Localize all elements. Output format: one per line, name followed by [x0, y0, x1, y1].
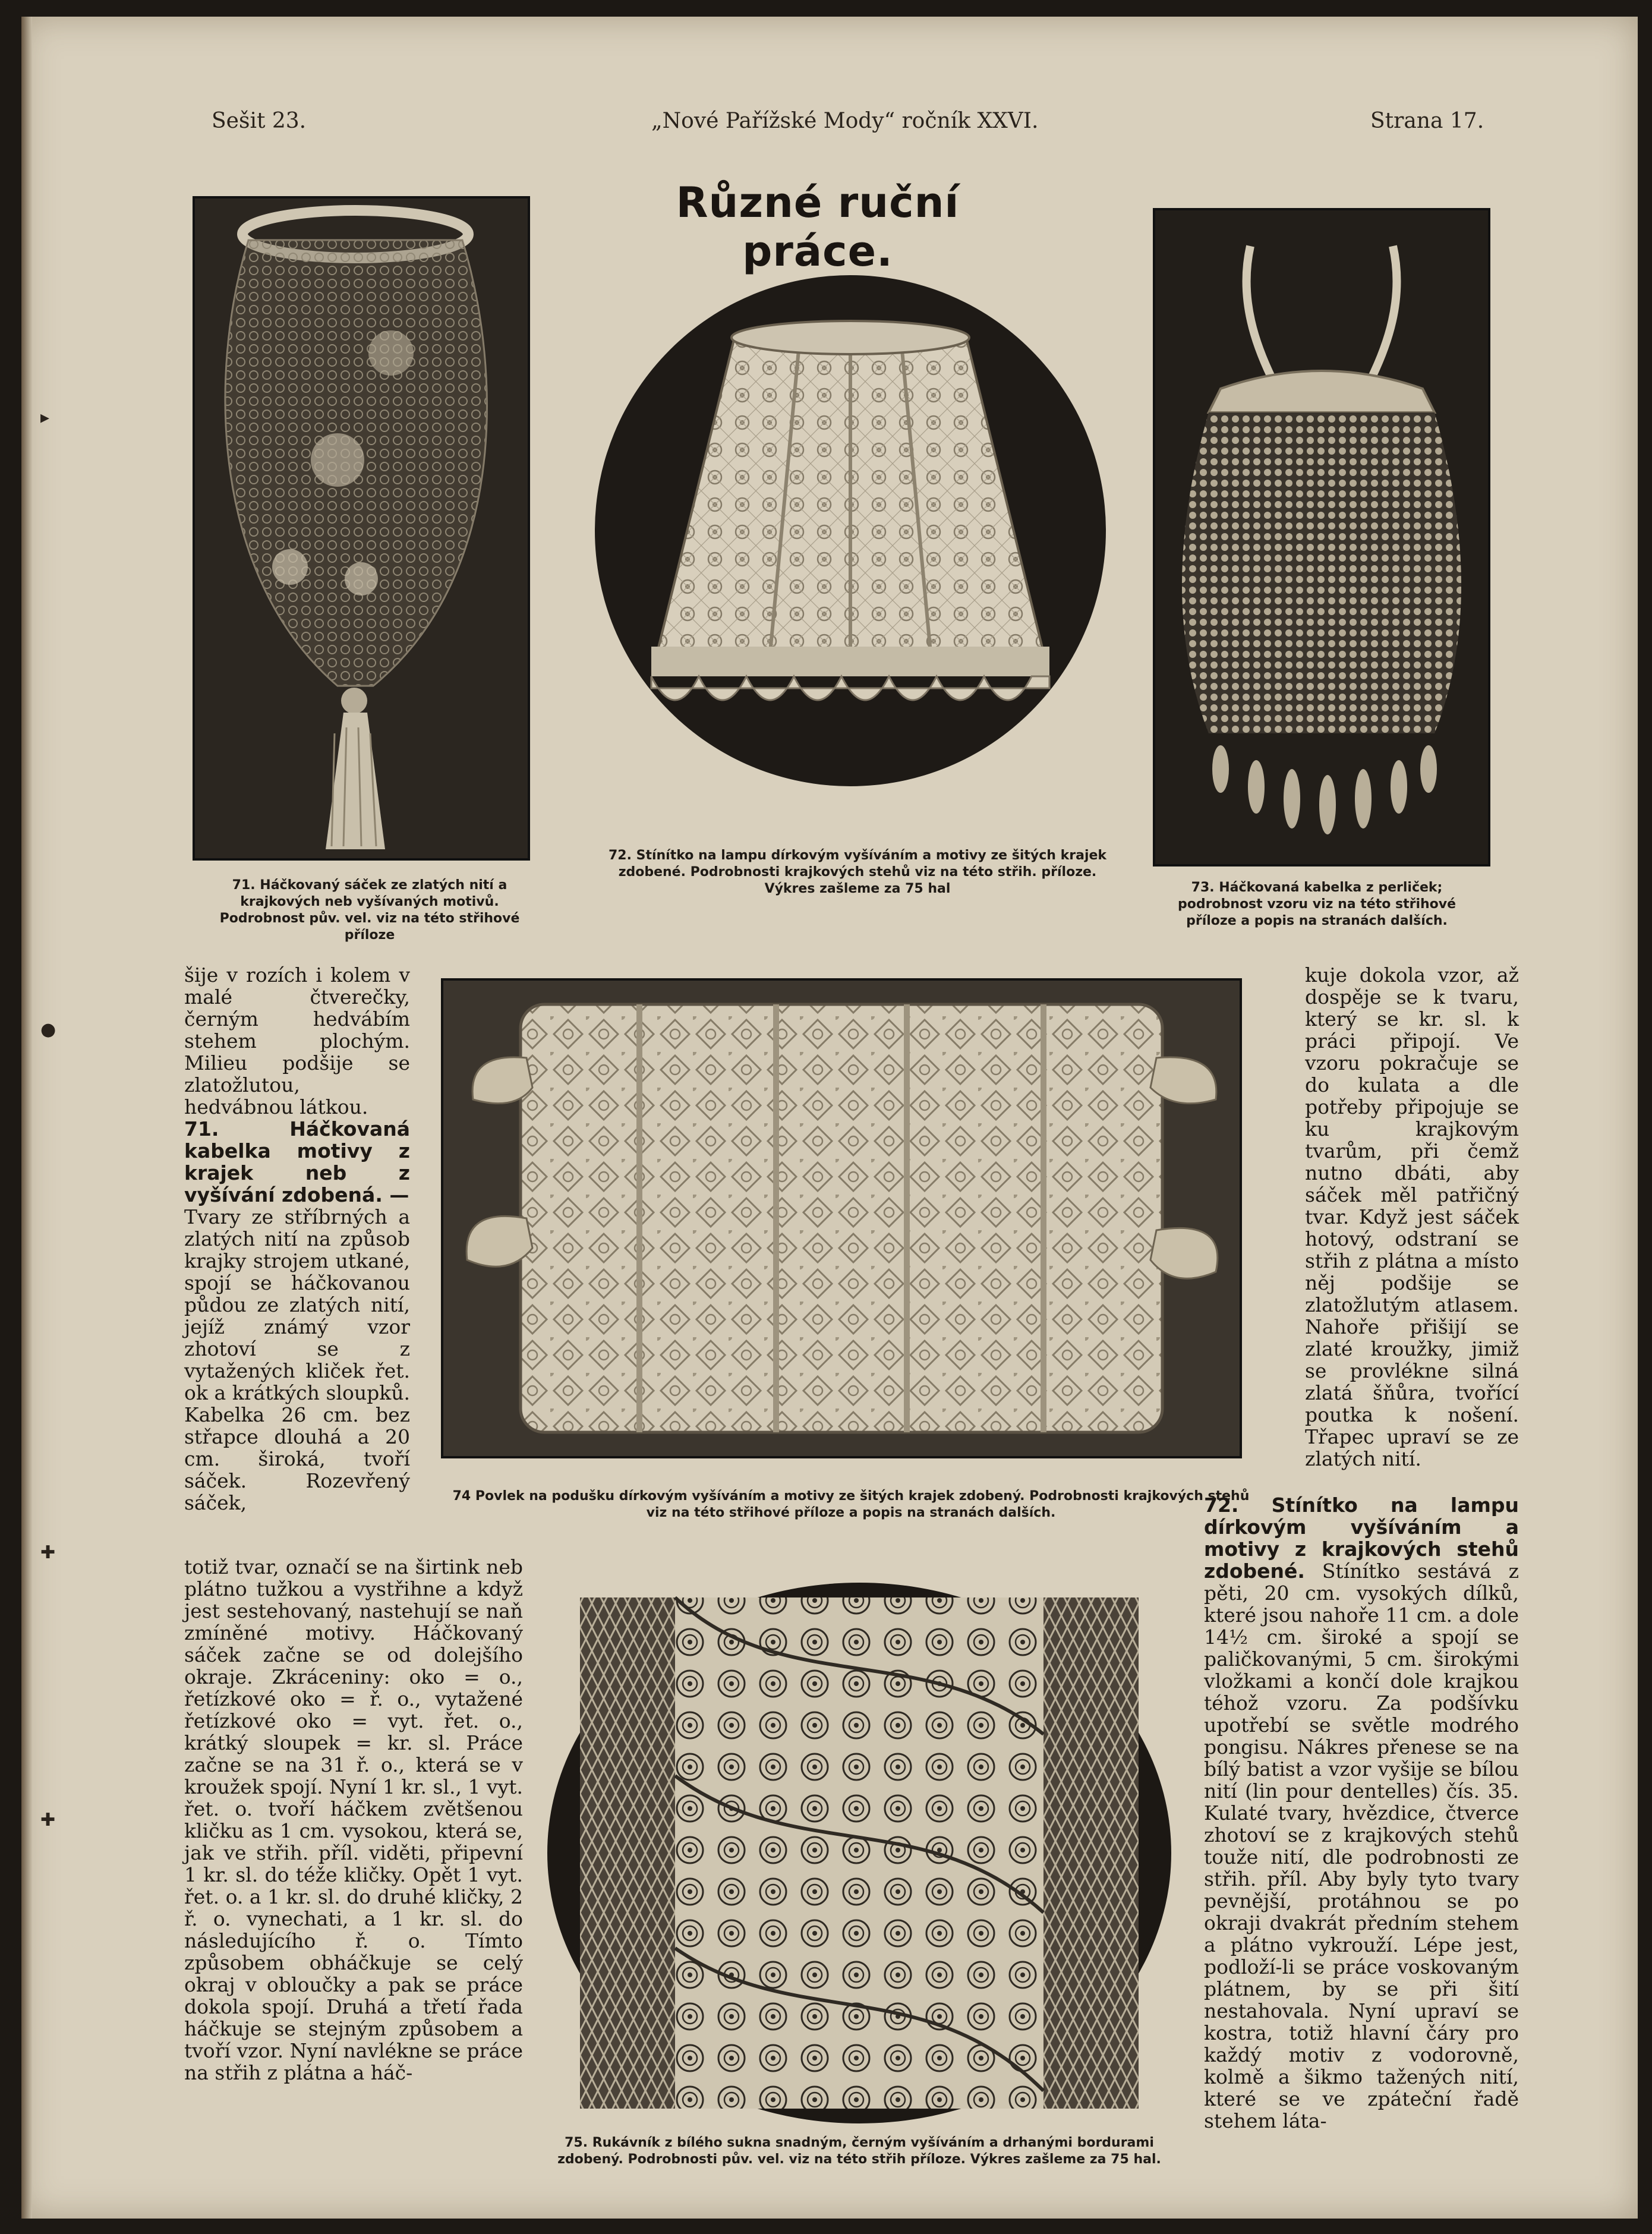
- figure-71-photo: [193, 196, 530, 861]
- article-column-left-lower: [184, 1556, 523, 2084]
- article-column-right: [1204, 1494, 1519, 2132]
- magazine-name: „Nové Pařížské Mody“ ročník XXVI.: [651, 109, 1039, 133]
- figure-75-photo: [544, 1580, 1174, 2126]
- margin-mark: ✚: [40, 1810, 56, 1830]
- figure-73-caption: 73. Háčkovaná kabelka z perliček; podrobnost vzoru viz na této střihové příloze a popis na stranách dalších.: [1177, 880, 1456, 928]
- article-column-left: [184, 964, 410, 1514]
- page-title: Různé ruční práce.: [676, 178, 960, 276]
- paragraph: Stínítko sestává z pěti, 20 cm. vysokých dílků, které jsou nahoře 11 cm. a dole 14½ cm. široké a spojí se paličkovanými, 5 cm. širokými vložkami a končí dole krajkou téhož vzoru. Za podšívku upotřebí se světle modrého pongisu. Nákres přenese se na bílý batist a vzor vyšije se bílou nití (lin pour dentelles) čís. 35. Kulaté tvary, hvězdice, čtverce zhotoví se z krajkových stehů touže nití, dle podrobnosti ze střih. příl. Aby byly tyto tvary pevnější, protáhnou se po okraji dvakrát předním stehem a plátno vykrouží. Lépe jest, podloží-li se práce voskovaným plátnem, by se při šití nestahovala. Nyní upraví se kostra, totiž hlavní čáry pro každý motiv z vodorovně, kolmě a šikmo tažených nití, které se ve zpáteční řadě stehem láta-: [1204, 1559, 1519, 2132]
- page-number: Strana 17.: [1370, 109, 1484, 133]
- figure-71-caption: 71. Háčkovaný sáček ze zlatých nití a krajkových neb vyšívaných motivů. Podrobnost pův. vel. viz na této střihové příloze: [219, 878, 520, 943]
- magazine-page: [21, 17, 1638, 2219]
- section-heading-72: 72. Stínítko na lampu dírkovým vyšíváním a motivy z krajkových stehů zdobené.: [1204, 1493, 1519, 1583]
- section-heading-71: 71. Háčkovaná kabelka motivy z krajek neb z vyšívání zdobená. —: [184, 1117, 410, 1206]
- figure-74-photo: [441, 978, 1242, 1458]
- page-spine: [21, 17, 32, 2219]
- margin-mark: ▸: [40, 407, 50, 428]
- figure-73-photo: [1153, 208, 1490, 866]
- figure-75-caption: 75. Rukávník z bílého sukna snadným, černým vyšíváním a drhanými bordurami zdobený. Podrobnosti pův. vel. viz na této střih příloze. Výkres zašleme za 75 hal.: [557, 2135, 1161, 2167]
- figure-74-caption: 74 Povlek na podušku dírkovým vyšíváním a motivy ze šitých krajek zdobený. Podrobnosti krajkových stehů viz na této střihové příloze a popis na stranách dalších.: [452, 1489, 1250, 1520]
- figure-72-photo: [592, 272, 1109, 789]
- paragraph: kuje dokola vzor, až dospěje se k tvaru, který se kr. sl. k práci připojí. Ve vzoru pokračuje se do kulata a dle potřeby připojuje se ku krajkovým tvarům, při čemž nutno dbáti, aby sáček měl patřičný tvar. Když jest sáček hotový, odstraní se střih z plátna a místo něj podšije se zlatožlutým atlasem. Nahoře přišijí se zlaté kroužky, jimiž se provlékne silná zlatá šňůra, tvořící poutka k nošení. Třapec upraví se ze zlatých nití.: [1305, 963, 1519, 1470]
- margin-mark: ●: [40, 1019, 56, 1040]
- figure-72-caption: 72. Stínítko na lampu dírkovým vyšíváním a motivy ze šitých krajek zdobené. Podrobnosti krajkových stehů viz na této střih. příloze. Výkres zašleme za 75 hal: [608, 848, 1107, 896]
- paragraph: totiž tvar, označí se na širtink neb plátno tužkou a vystřihne a když jest sestehovaný, nastehují se naň zmíněné motivy. Háčkovaný sáček začne se od dolejšího okraje. Zkráceniny: oko = o., řetízkové oko = ř. o., vytažené řetízkové oko = vyt. řet. o., krátký sloupek = kr. sl. Práce začne se na 31 ř. o., která se v kroužek spojí. Nyní 1 kr. sl., 1 vyt. řet. o. tvoří háčkem zvětšenou kličku as 1 cm. vysokou, která se, jak ve střih. příl. viděti, připevní 1 kr. sl. do téže kličky. Opět 1 vyt. řet. o. a 1 kr. sl. do druhé kličky, 2 ř. o. vynechati, a 1 kr. sl. do následujícího ř. o. Tímto způsobem obháčkuje se celý okraj v obloučky a pak se práce dokola spojí. Druhá a třetí řada háčkuje se stejným způsobem a tvoří vzor. Nyní navlékne se práce na střih z plátna a háč-: [184, 1555, 523, 2084]
- issue-number: Sešit 23.: [212, 109, 307, 133]
- margin-mark: ✚: [40, 1542, 56, 1563]
- paragraph: šije v rozích i kolem v malé čtverečky, černým hedvábím stehem plochým. Milieu podšije se zlatožlutou, hedvábnou látkou.: [184, 963, 410, 1118]
- paragraph: Tvary ze stříbrných a zlatých nití na způsob krajky strojem utkané, spojí se háčkovanou půdou ze zlatých nití, jejíž známý vzor zhotoví se z vytažených kliček řet. ok a krátkých sloupků. Kabelka 26 cm. bez střapce dlouhá a 20 cm. široká, tvoří sáček. Rozevřený sáček,: [184, 1205, 410, 1514]
- article-column-right-top: [1305, 964, 1519, 1470]
